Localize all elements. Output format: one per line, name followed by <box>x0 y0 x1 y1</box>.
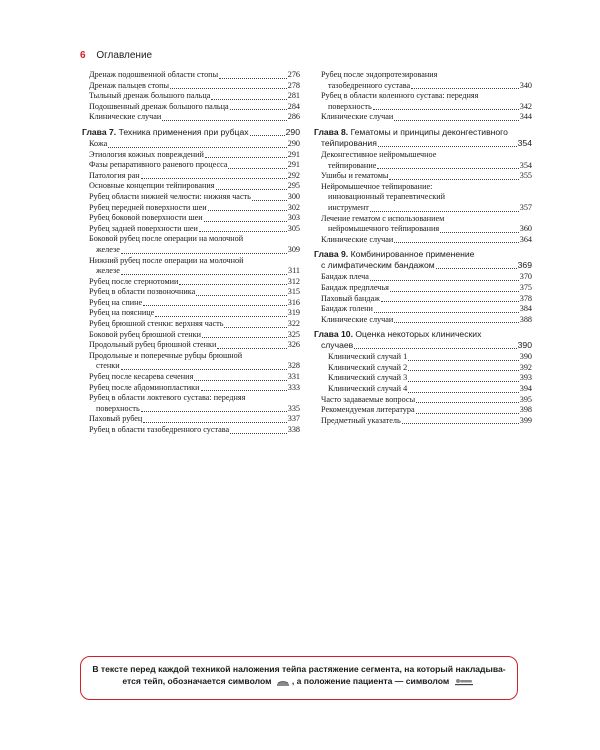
toc-entry <box>314 405 532 416</box>
page-ref: 290 <box>285 126 300 137</box>
toc-entry <box>82 340 300 351</box>
entry-title: Боковой рубец брюшной стенки <box>89 329 202 339</box>
dot-leader <box>394 120 518 121</box>
chapter-number: Глава 9. <box>314 249 349 260</box>
entry-title: поверхность <box>96 403 140 413</box>
dot-leader <box>230 433 287 434</box>
dot-leader <box>408 370 519 371</box>
toc-left-column <box>82 70 300 436</box>
chapter-number: Глава 7. <box>82 126 117 137</box>
entry-title: Рубец после кесарева сечения <box>89 372 194 382</box>
dot-leader <box>411 88 519 89</box>
page-ref: 338 <box>287 425 300 434</box>
toc-entry <box>82 160 300 171</box>
page-ref: 305 <box>287 223 300 233</box>
dot-leader <box>416 402 519 403</box>
dot-leader <box>228 168 286 169</box>
dot-leader <box>170 88 287 89</box>
toc-entry <box>314 315 532 326</box>
page-ref: 390 <box>519 352 532 362</box>
dot-leader <box>196 295 286 296</box>
entry-title: Рубец после абдоминопластики <box>89 382 200 392</box>
page-ref: 331 <box>287 372 300 382</box>
dot-leader <box>370 280 519 281</box>
page-ref: 322 <box>287 319 300 329</box>
dot-leader <box>373 109 519 110</box>
entry-title: Клинические случаи <box>321 112 394 122</box>
chapter-number: Глава 8. <box>314 126 349 137</box>
page-ref: 398 <box>519 405 532 415</box>
dot-leader <box>374 312 519 313</box>
toc-entry <box>314 373 532 384</box>
toc-entry <box>314 363 532 374</box>
chapter-title: Гематомы и принципы деконгестивного <box>350 126 508 137</box>
entry-title: Клинический случай 3 <box>328 373 408 383</box>
page-ref: 300 <box>287 191 300 201</box>
entry-title: Рубец области нижней челюсти: нижняя часть <box>89 191 251 201</box>
chapter-title: Оценка некоторых клинических <box>355 329 482 340</box>
note-text-1: В тексте перед каждой техникой наложения тейпа растяжение сегмента, на который накладыва- <box>92 664 506 674</box>
entry-title: Клинический случай 4 <box>328 384 408 394</box>
symbols-note <box>80 656 518 700</box>
toc-chapter <box>82 127 300 138</box>
page-ref: 316 <box>287 297 300 307</box>
toc-entry <box>82 383 300 394</box>
dot-leader <box>162 120 286 121</box>
page-ref: 284 <box>287 101 300 111</box>
toc-entry <box>314 91 532 112</box>
entry-title: Клинический случай 2 <box>328 362 408 372</box>
page-ref: 290 <box>287 138 300 148</box>
entry-title: железе <box>96 266 120 276</box>
entry-title: Патология ран <box>89 170 140 180</box>
entry-title: железе <box>96 244 120 254</box>
toc-entry <box>314 304 532 315</box>
entry-title: Клинические случаи <box>321 314 394 324</box>
toc-entry <box>82 256 300 277</box>
toc-entry <box>82 224 300 235</box>
entry-title: Кожа <box>89 138 108 148</box>
page-ref: 315 <box>287 287 300 297</box>
page-ref: 344 <box>519 112 532 122</box>
toc-entry <box>82 277 300 288</box>
dot-leader <box>389 179 518 180</box>
entry-title: Деконгестивное нейромышечное <box>321 149 437 159</box>
toc-entry <box>82 171 300 182</box>
entry-title: Продольные и поперечные рубцы брюшной <box>89 350 243 360</box>
entry-title: Тыльный дренаж большого пальца <box>89 91 211 101</box>
toc-entry <box>314 352 532 363</box>
entry-title: Клинические случаи <box>89 112 162 122</box>
entry-title: стенки <box>96 361 120 371</box>
entry-title: Рубец после эндопротезирования <box>321 70 438 79</box>
dot-leader <box>208 210 287 211</box>
entry-title: инструмент <box>328 202 369 212</box>
entry-title: тейпирование <box>328 160 377 170</box>
page-ref: 328 <box>287 361 300 371</box>
entry-title: Клинические случаи <box>321 234 394 244</box>
toc-entry <box>314 384 532 395</box>
chapter-title: тейпирования <box>321 137 377 148</box>
toc-entry <box>82 351 300 372</box>
entry-title: Фазы репаративного раневого процесса <box>89 160 228 170</box>
toc-chapter <box>314 329 532 351</box>
dot-leader <box>440 232 519 233</box>
toc-entry <box>82 308 300 319</box>
page-ref: 395 <box>519 394 532 404</box>
chapter-number: Глава 10. <box>314 329 353 340</box>
dot-leader <box>155 316 286 317</box>
toc-entry <box>82 139 300 150</box>
page-ref: 302 <box>287 202 300 212</box>
entry-title: Рубец передней поверхности шеи <box>89 202 207 212</box>
dot-leader <box>416 413 519 414</box>
dot-leader <box>216 189 287 190</box>
dot-leader <box>204 221 287 222</box>
page-ref: 399 <box>519 415 532 425</box>
toc-entry <box>82 203 300 214</box>
page-ref: 319 <box>287 308 300 318</box>
dot-leader <box>370 211 519 212</box>
toc-entry <box>314 214 532 235</box>
toc-chapter <box>314 249 532 271</box>
toc-entry <box>82 298 300 309</box>
entry-title: Нейромышечное тейпирование: <box>321 181 433 191</box>
dot-leader <box>408 392 519 393</box>
page-ref: 394 <box>519 384 532 394</box>
entry-title: Паховый рубец <box>89 414 143 424</box>
dot-leader <box>219 78 287 79</box>
page-ref: 326 <box>287 340 300 350</box>
dot-leader <box>381 301 519 302</box>
entry-title: Рубец боковой поверхности шеи <box>89 213 203 223</box>
note-text-3: , а положение пациента — символом <box>291 676 450 686</box>
entry-title: Рекомендуемая литература <box>321 405 415 415</box>
toc-entry <box>82 102 300 113</box>
entry-title: Рубец на пояснице <box>89 308 155 318</box>
dot-leader <box>121 274 287 275</box>
entry-title: Лечение гематом с использованием <box>321 213 445 223</box>
dot-leader <box>179 284 286 285</box>
page-ref: 303 <box>287 213 300 223</box>
dot-leader <box>143 305 287 306</box>
dot-leader <box>121 253 287 254</box>
dot-leader <box>394 322 518 323</box>
page-ref: 335 <box>287 403 300 413</box>
page-ref: 390 <box>517 340 532 351</box>
page-ref: 375 <box>519 282 532 292</box>
toc-entry <box>82 319 300 330</box>
page-ref: 309 <box>287 244 300 254</box>
page-ref: 392 <box>519 362 532 372</box>
toc-entry <box>314 150 532 171</box>
page-ref: 342 <box>519 101 532 111</box>
dot-leader <box>377 168 518 169</box>
toc-entry <box>82 81 300 92</box>
entry-title: Рубец в области коленного сустава: передняя <box>321 91 479 101</box>
toc-entry <box>82 91 300 102</box>
dot-leader <box>141 411 287 412</box>
page-ref: 378 <box>519 293 532 303</box>
dot-leader <box>402 423 519 424</box>
entry-title: Рубец в области тазобедренного сустава <box>89 425 230 434</box>
page-ref: 354 <box>519 160 532 170</box>
chapter-title: случаев <box>321 340 354 351</box>
dot-leader <box>408 381 519 382</box>
toc-chapter <box>314 127 532 149</box>
entry-title: Рубец в области позвоночника <box>89 287 196 297</box>
page-ref: 325 <box>287 329 300 339</box>
entry-title: Паховый бандаж <box>321 293 380 303</box>
patient-position-icon <box>454 677 474 687</box>
toc-right-column <box>314 70 532 426</box>
entry-title: Рубец задней поверхности шеи <box>89 223 198 233</box>
entry-title: Боковой рубец после операции на молочной <box>89 234 244 244</box>
page-ref: 295 <box>287 181 300 191</box>
entry-title: Рубец брюшной стенки: верхняя часть <box>89 319 224 329</box>
dot-leader <box>194 380 286 381</box>
toc-entry <box>82 414 300 425</box>
toc-entry <box>82 70 300 81</box>
entry-title: Бандаж плеча <box>321 272 369 282</box>
page-ref: 281 <box>287 91 300 101</box>
dot-leader <box>201 390 287 391</box>
toc-entry <box>82 112 300 123</box>
page-ref: 364 <box>519 234 532 244</box>
entry-title: Часто задаваемые вопросы <box>321 394 416 404</box>
page-ref: 384 <box>519 304 532 314</box>
toc-entry <box>82 234 300 255</box>
page-ref: 337 <box>287 414 300 424</box>
toc-entry <box>314 395 532 406</box>
dot-leader <box>408 360 519 361</box>
page-ref: 291 <box>287 160 300 170</box>
toc-entry <box>82 393 300 414</box>
entry-title: Ушибы и гематомы <box>321 171 389 181</box>
toc-entry <box>314 235 532 246</box>
dot-leader <box>199 231 287 232</box>
page-ref: 355 <box>519 171 532 181</box>
toc-entry <box>82 372 300 383</box>
entry-title: Подошвенный дренаж большого пальца <box>89 101 229 111</box>
page-ref: 312 <box>287 276 300 286</box>
chapter-title: Комбинированное применение <box>350 249 475 260</box>
page-ref: 292 <box>287 170 300 180</box>
toc-entry <box>314 272 532 283</box>
entry-title: поверхность <box>328 101 372 111</box>
toc-entry <box>314 171 532 182</box>
dot-leader <box>378 146 517 147</box>
page-header <box>80 50 152 61</box>
page-ref: 340 <box>519 80 532 90</box>
chapter-title: с лимфатическим бандажом <box>321 260 435 271</box>
dot-leader <box>141 178 287 179</box>
dot-leader <box>436 268 517 269</box>
entry-title: инновационный терапевтический <box>328 192 445 202</box>
dot-leader <box>108 147 286 148</box>
chapter-title: Техника применения при рубцах <box>118 126 249 137</box>
entry-title: Этиология кожных повреждений <box>89 149 204 159</box>
toc-entry <box>82 213 300 224</box>
dot-leader <box>211 99 286 100</box>
dot-leader <box>224 327 286 328</box>
page-ref: 286 <box>287 112 300 122</box>
toc-entry <box>82 150 300 161</box>
page-number: 6 <box>80 50 86 61</box>
dot-leader <box>205 157 287 158</box>
toc-entry <box>314 294 532 305</box>
toc-entry <box>82 330 300 341</box>
page-ref: 357 <box>519 202 532 212</box>
page-title: Оглавление <box>96 50 153 61</box>
toc-entry <box>82 181 300 192</box>
toc-entry <box>82 192 300 203</box>
dot-leader <box>143 422 286 423</box>
page-ref: 333 <box>287 382 300 392</box>
entry-title: Бандаж предплечья <box>321 282 389 292</box>
page-ref: 370 <box>519 272 532 282</box>
entry-title: Рубец на спине <box>89 297 143 307</box>
page-ref: 360 <box>519 224 532 234</box>
page-ref: 354 <box>517 137 532 148</box>
dot-leader <box>217 348 286 349</box>
page-ref: 393 <box>519 373 532 383</box>
entry-title: Предметный указатель <box>321 415 401 425</box>
note-text-2: ется тейп, обозначается символом <box>122 676 272 686</box>
toc-entry <box>314 416 532 427</box>
toc-entry <box>314 112 532 123</box>
dot-leader <box>202 337 287 338</box>
page-ref: 276 <box>287 70 300 79</box>
entry-title: нейромышечного тейпирования <box>328 224 440 234</box>
dot-leader <box>390 291 519 292</box>
entry-title: Основные концепции тейпирования <box>89 181 215 191</box>
dot-leader <box>230 109 287 110</box>
dot-leader <box>252 200 287 201</box>
entry-title: Дренаж пальцев стопы <box>89 80 169 90</box>
page-ref: 369 <box>517 260 532 271</box>
page-ref: 291 <box>287 149 300 159</box>
entry-title: Продольный рубец брюшной стенки <box>89 340 217 350</box>
toc-entry <box>314 70 532 91</box>
page-ref: 278 <box>287 80 300 90</box>
page-ref: 311 <box>288 266 300 276</box>
dot-leader <box>250 135 285 136</box>
page-ref: 388 <box>519 314 532 324</box>
entry-title: Рубец после стернотомии <box>89 276 179 286</box>
toc-entry <box>314 182 532 214</box>
dot-leader <box>394 242 518 243</box>
entry-title: Рубец в области локтевого сустава: передняя <box>89 393 246 403</box>
segment-stretch-icon <box>276 678 290 686</box>
entry-title: Клинический случай 1 <box>328 352 408 362</box>
toc-entry <box>82 287 300 298</box>
entry-title: Дренаж подошвенной области стопы <box>89 70 219 79</box>
entry-title: Бандаж голени <box>321 304 373 314</box>
entry-title: Нижний рубец после операции на молочной <box>89 255 244 265</box>
toc-entry <box>314 283 532 294</box>
dot-leader <box>354 348 516 349</box>
entry-title: тазобедренного сустава <box>328 80 411 90</box>
toc-entry <box>82 425 300 436</box>
dot-leader <box>121 369 287 370</box>
